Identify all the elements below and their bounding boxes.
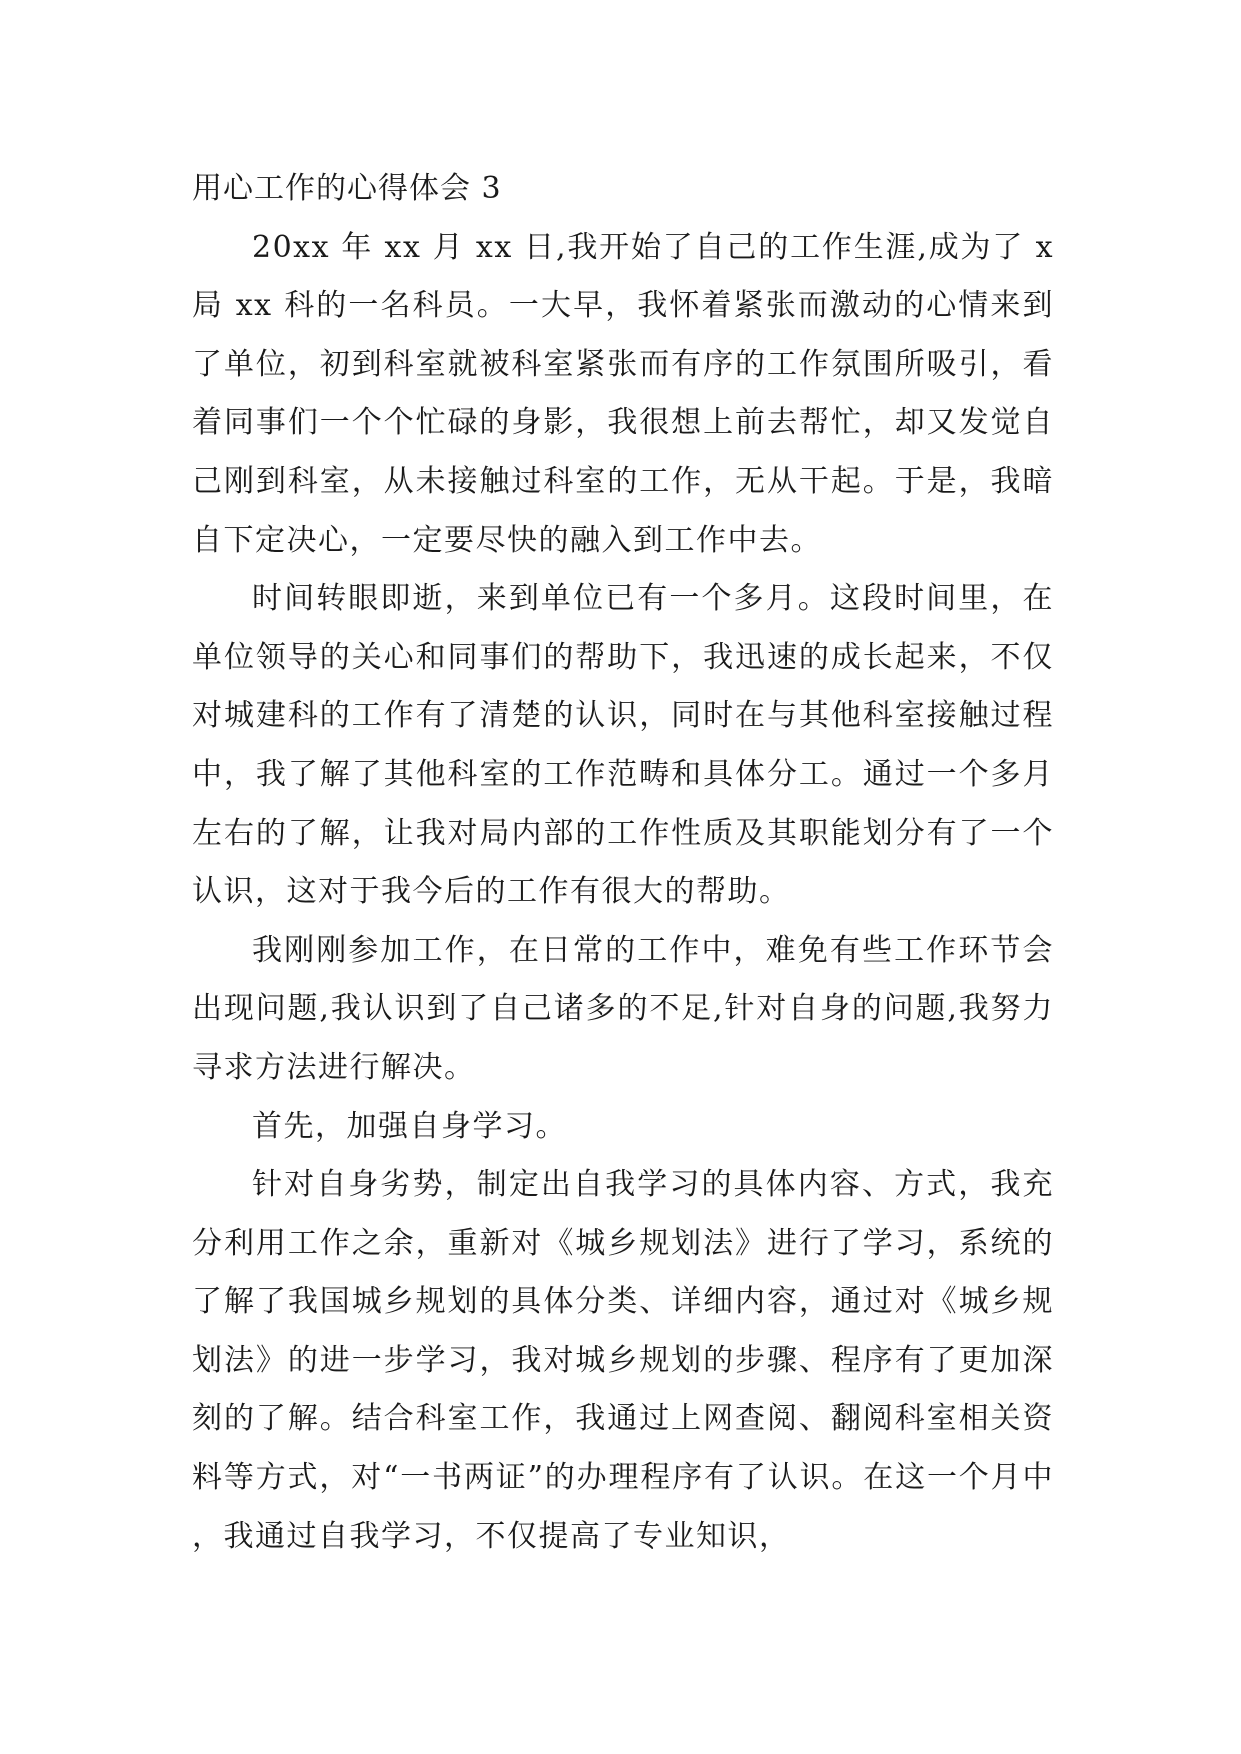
paragraph-4: 首先，加强自身学习。 xyxy=(252,1108,567,1144)
document-body xyxy=(192,160,1054,1566)
document-title: 用心工作的心得体会 3 xyxy=(192,171,502,206)
paragraph-1: 20xx 年 xx 月 xx 日,我开始了自己的工作生涯,成为了 x 局 xx 科的一名科员。一大早，我怀着紧张而激动的心情来到了单位，初到科室就被科室紧张而有序的工作氛围所吸引，看着同事们一个个忙碌的身影，我很想上前去帮忙，却又发觉自己刚到科室，从未接触过科室的工作，无从干起。于是，我暗自下定决心，一定要尽快的融入到工作中去。 xyxy=(192,229,1054,558)
paragraph-3: 我刚刚参加工作，在日常的工作中，难免有些工作环节会出现问题,我认识到了自己诸多的不足,针对自身的问题,我努力寻求方法进行解决。 xyxy=(192,932,1054,1085)
paragraph-2: 时间转眼即逝，来到单位已有一个多月。这段时间里，在单位领导的关心和同事们的帮助下，我迅速的成长起来，不仅对城建科的工作有了清楚的认识，同时在与其他科室接触过程中，我了解了其他科室的工作范畴和具体分工。通过一个多月左右的了解，让我对局内部的工作性质及其职能划分有了一个认识，这对于我今后的工作有很大的帮助。 xyxy=(192,581,1054,910)
paragraph-5: 针对自身劣势，制定出自我学习的具体内容、方式，我充分利用工作之余，重新对《城乡规划法》进行了学习，系统的了解了我国城乡规划的具体分类、详细内容，通过对《城乡规划法》的进一步学习，我对城乡规划的步骤、程序有了更加深刻的了解。结合科室工作，我通过上网查阅、翻阅科室相关资料等方式，对“一书两证”的办理程序有了认识。在这一个月中，我通过自我学习，不仅提高了专业知识， xyxy=(192,1167,1054,1554)
